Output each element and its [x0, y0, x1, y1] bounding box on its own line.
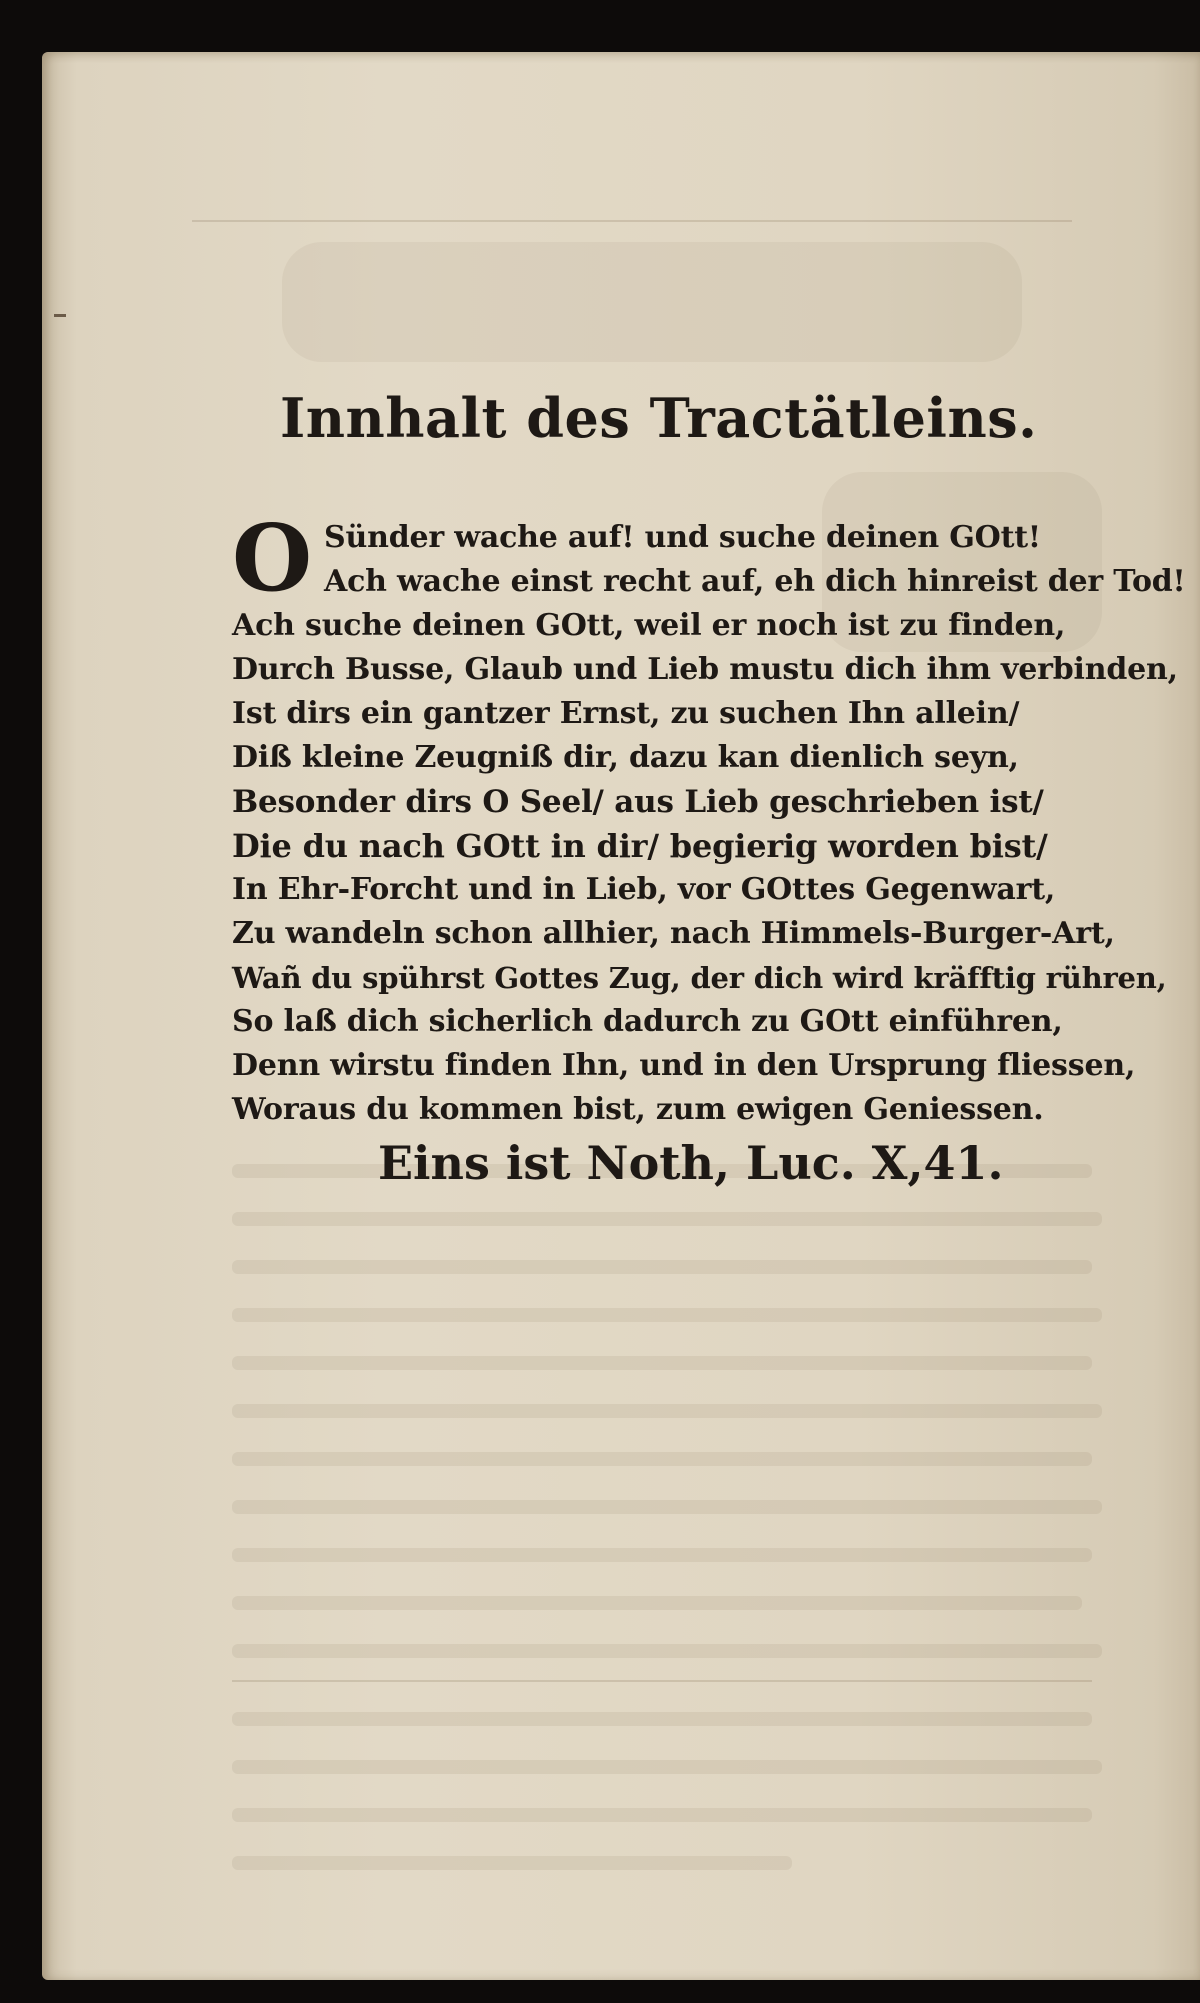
scripture-motto: Eins ist Noth, Luc. X,41.: [378, 1136, 1004, 1190]
page-title: Innhalt des Tractätleins.: [280, 386, 1038, 450]
poem-line: Besonder dirs O Seel/ aus Lieb geschrieben ist/: [232, 784, 1044, 820]
poem-line: Wañ du spührst Gottes Zug, der dich wird kräfftig rühren,: [232, 961, 1167, 995]
poem-line: Woraus du kommen bist, zum ewigen Geniessen.: [232, 1092, 1044, 1127]
poem-line: Zu wandeln schon allhier, nach Himmels-Burger-Art,: [232, 916, 1115, 951]
poem-line: Ach suche deinen GOtt, weil er noch ist zu finden,: [232, 608, 1066, 643]
poem-line: Durch Busse, Glaub und Lieb mustu dich ihm verbinden,: [232, 652, 1178, 687]
poem-line: Ach wache einst recht auf, eh dich hinreist der Tod!: [324, 564, 1186, 599]
poem-line: So laß dich sicherlich dadurch zu GOtt einführen,: [232, 1004, 1063, 1039]
poem-line: Sünder wache auf! und suche deinen GOtt!: [324, 520, 1041, 555]
poem-line: In Ehr-Forcht und in Lieb, vor GOttes Gegenwart,: [232, 872, 1056, 907]
poem-line: Denn wirstu finden Ihn, und in den Ursprung fliessen,: [232, 1048, 1136, 1083]
drop-cap: O: [232, 504, 313, 612]
poem-line: Ist dirs ein gantzer Ernst, zu suchen Ihn allein/: [232, 696, 1020, 731]
poem-line: Die du nach GOtt in dir/ begierig worden bist/: [232, 827, 1048, 865]
poem-line: Diß kleine Zeugniß dir, dazu kan dienlich seyn,: [232, 740, 1019, 775]
